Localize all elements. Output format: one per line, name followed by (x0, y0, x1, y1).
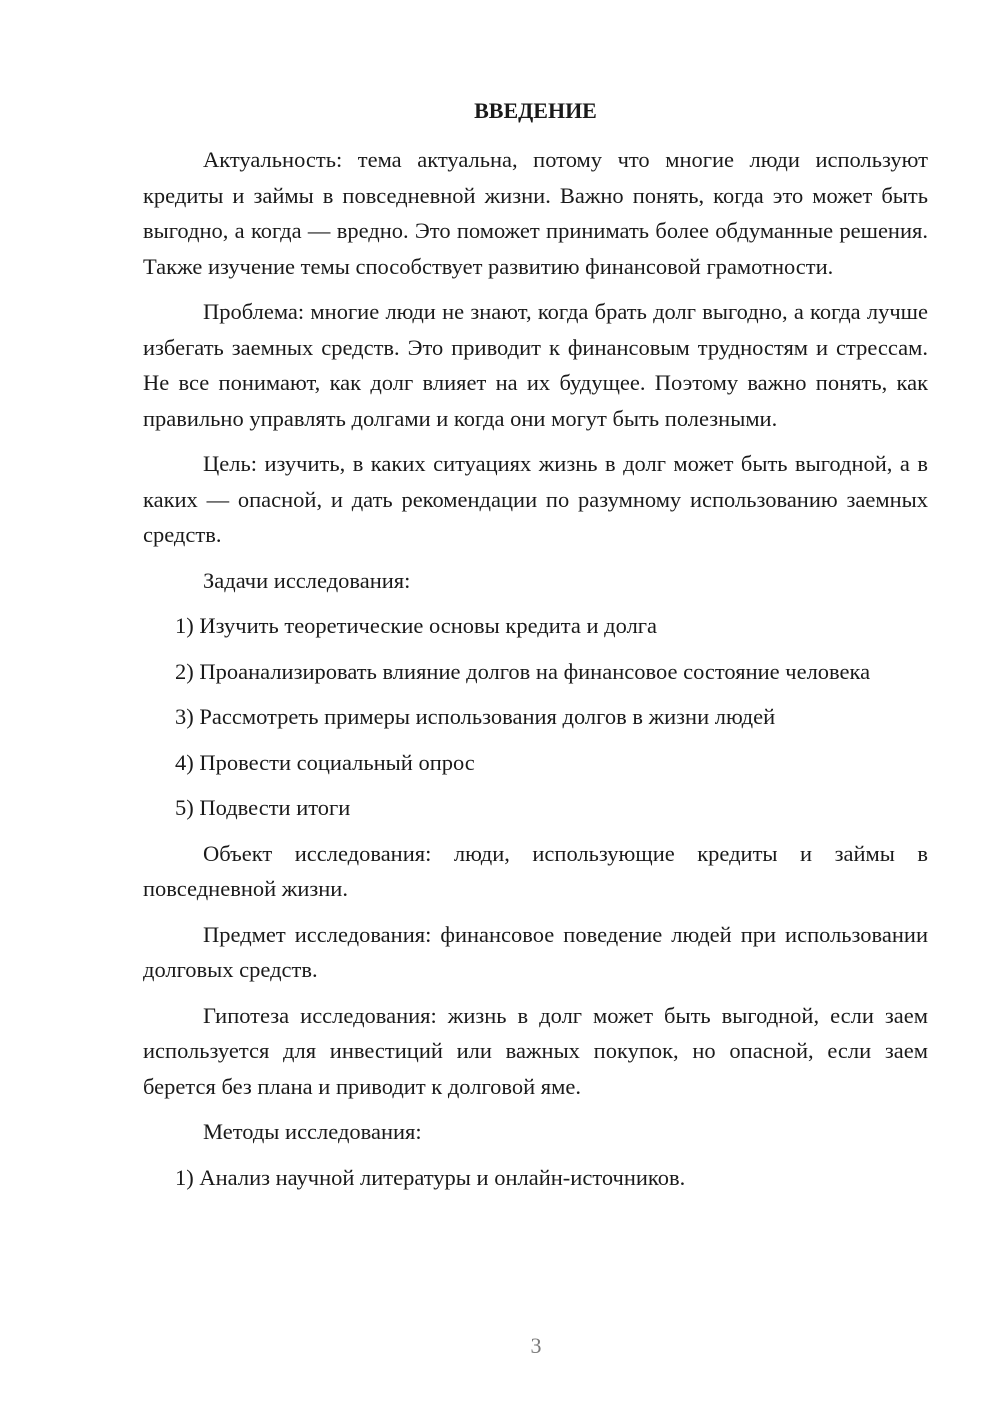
hypothesis-paragraph: Гипотеза исследования: жизнь в долг может быть выгодной, если заем используется для инвестиций или важных покупок, но опасной, если заем берется без плана и приводит к долговой яме. (143, 1002, 928, 1099)
tasks-heading: Задачи исследования: (203, 567, 411, 593)
task-item: 2) Проанализировать влияние долгов на финансовое состояние человека (175, 658, 871, 684)
goal-paragraph: Цель: изучить, в каких ситуациях жизнь в долг может быть выгодной, а в каких — опасной, и дать рекомендации по разумному использованию заемных средств. (143, 451, 928, 547)
problem-paragraph: Проблема: многие люди не знают, когда брать долг выгодно, а когда лучше избегать заемных средств. Это приводит к финансовым трудностям и стрессам. Не все понимают, как долг влияет на их будущее. Поэтому важно понять, как правильно управлять долгами и когда они могут быть полезными. (143, 299, 928, 431)
section-title: ВВЕДЕНИЕ (474, 98, 597, 123)
methods-heading: Методы исследования: (203, 1119, 422, 1144)
subject-paragraph: Предмет исследования: финансовое поведение людей при использовании долговых средств. (143, 921, 928, 982)
object-paragraph: Объект исследования: люди, использующие кредиты и займы в повседневной жизни. (143, 840, 928, 901)
method-item: 1) Анализ научной литературы и онлайн-источников. (175, 1164, 686, 1190)
task-item: 5) Подвести итоги (175, 795, 351, 820)
task-item: 4) Провести социальный опрос (175, 749, 475, 775)
task-item: 3) Рассмотреть примеры использования долгов в жизни людей (175, 704, 776, 729)
document-body (143, 142, 928, 1205)
task-item: 1) Изучить теоретические основы кредита и долга (175, 613, 658, 638)
page-number: 3 (530, 1333, 542, 1358)
relevance-paragraph: Актуальность: тема актуальна, потому что многие люди используют кредиты и займы в повседневной жизни. Важно понять, когда это может быть выгодно, а когда — вредно. Это поможет принимать более обдуманные решения. Также изучение темы способствует развитию финансовой грамотности. (143, 147, 928, 279)
